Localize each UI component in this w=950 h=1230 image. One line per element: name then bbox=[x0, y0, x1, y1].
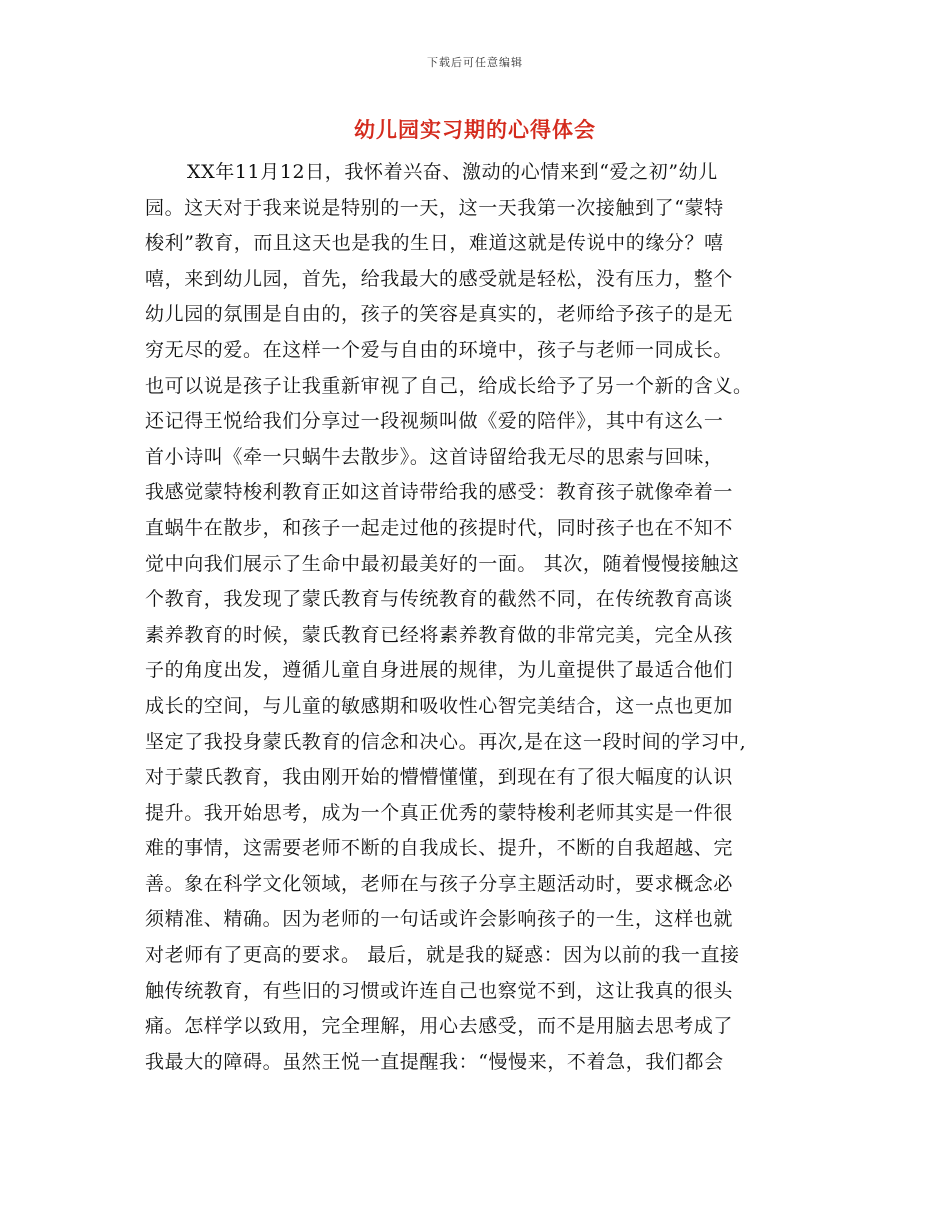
body-line: 对老师有了更高的要求。 最后，就是我的疑惑：因为以前的我一直接 bbox=[145, 944, 740, 967]
body-line: 难的事情，这需要老师不断的自我成长、提升，不断的自我超越、完 bbox=[145, 837, 734, 860]
document-title: 幼儿园实习期的心得体会 bbox=[354, 118, 596, 142]
body-line: 对于蒙氏教育，我由刚开始的懵懵懂懂，到现在有了很大幅度的认识 bbox=[145, 766, 734, 789]
body-line: 穷无尽的爱。在这样一个爱与自由的环境中，孩子与老师一同成长。 bbox=[145, 338, 734, 361]
body-line: 也可以说是孩子让我重新审视了自己，给成长给予了另一个新的含义。 bbox=[145, 374, 753, 397]
body-line: 子的角度出发，遵循儿童自身进展的规律，为儿童提供了最适合他们 bbox=[145, 659, 734, 682]
body-line: 成长的空间，与儿童的敏感期和吸收性心智完美结合，这一点也更加 bbox=[145, 694, 734, 717]
body-line: 嘻，来到幼儿园，首先，给我最大的感受就是轻松，没有压力，整个 bbox=[145, 267, 734, 290]
body-line: 首小诗叫《牵一只蜗牛去散步》。这首诗留给我无尽的思索与回味， bbox=[145, 445, 724, 468]
body-line: 提升。我开始思考，成为一个真正优秀的蒙特梭利老师其实是一件很 bbox=[145, 801, 734, 824]
body-line: XX年11月12日，我怀着兴奋、激动的心情来到“爱之初”幼儿 bbox=[187, 161, 718, 183]
body-line: 园。这天对于我来说是特别的一天，这一天我第一次接触到了“蒙特 bbox=[145, 196, 724, 219]
document-body bbox=[145, 155, 825, 1080]
body-line: 素养教育的时候，蒙氏教育已经将素养教育做的非常完美，完全从孩 bbox=[145, 623, 734, 646]
body-line: 直蜗牛在散步，和孩子一起走过他的孩提时代，同时孩子也在不知不 bbox=[145, 516, 734, 539]
body-line: 痛。怎样学以致用，完全理解，用心去感受，而不是用脑去思考成了 bbox=[145, 1015, 734, 1038]
page-header-note: 下载后可任意编辑 bbox=[427, 56, 523, 69]
body-line: 个教育，我发现了蒙氏教育与传统教育的截然不同，在传统教育高谈 bbox=[145, 588, 734, 611]
body-line: 还记得王悦给我们分享过一段视频叫做《爱的陪伴》，其中有这么一 bbox=[145, 410, 724, 433]
body-line: 善。象在科学文化领域，老师在与孩子分享主题活动时，要求概念必 bbox=[145, 872, 734, 895]
body-line: 触传统教育，有些旧的习惯或许连自己也察觉不到，这让我真的很头 bbox=[145, 979, 734, 1002]
body-line: 觉中向我们展示了生命中最初最美好的一面。 其次，随着慢慢接触这 bbox=[145, 552, 740, 575]
body-line: 须精准、精确。因为老师的一句话或许会影响孩子的一生，这样也就 bbox=[145, 908, 734, 931]
body-line: 幼儿园的氛围是自由的，孩子的笑容是真实的，老师给予孩子的是无 bbox=[145, 303, 734, 326]
body-line: 我最大的障碍。虽然王悦一直提醒我：“慢慢来，不着急，我们都会 bbox=[145, 1050, 724, 1073]
body-line: 坚定了我投身蒙氏教育的信念和决心。再次,是在这一段时间的学习中, bbox=[145, 730, 747, 753]
body-line: 我感觉蒙特梭利教育正如这首诗带给我的感受：教育孩子就像牵着一 bbox=[145, 481, 734, 504]
body-line: 梭利”教育，而且这天也是我的生日，难道这就是传说中的缘分？嘻 bbox=[145, 232, 724, 255]
